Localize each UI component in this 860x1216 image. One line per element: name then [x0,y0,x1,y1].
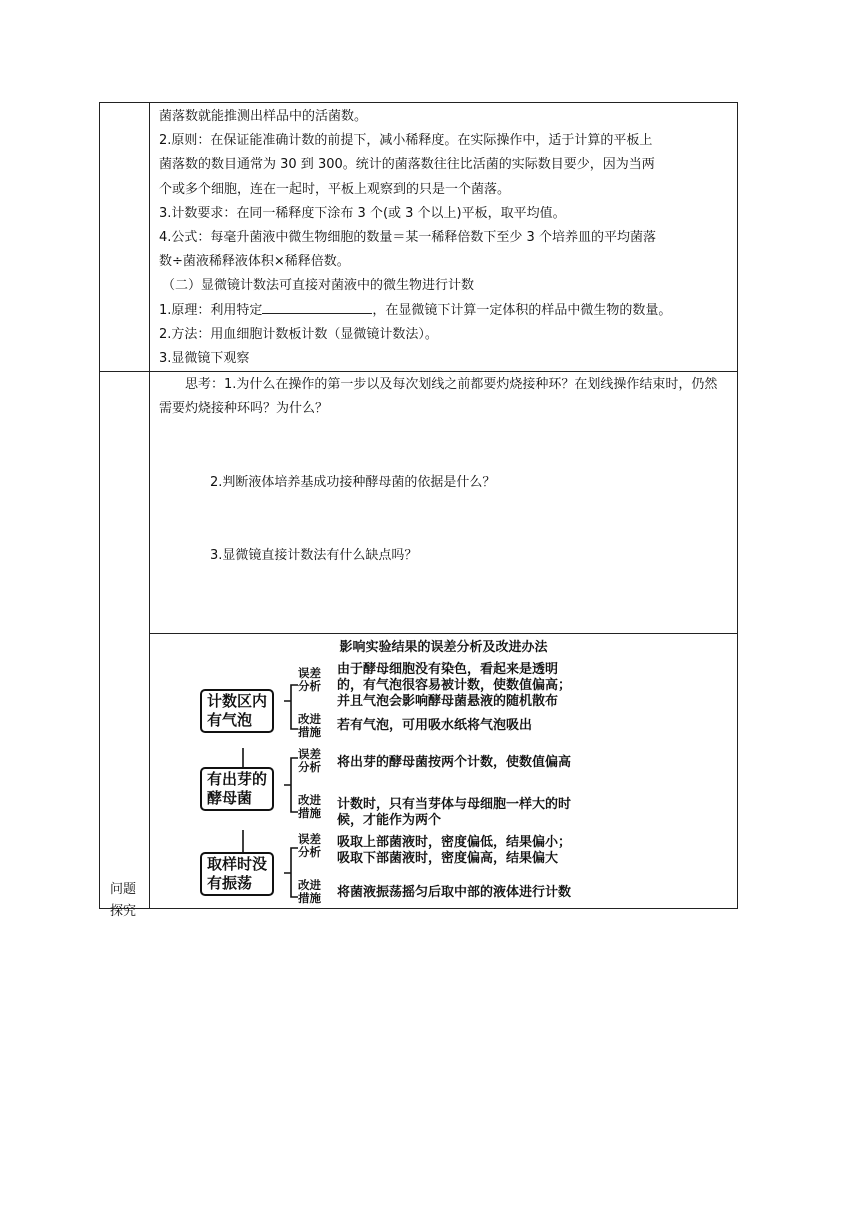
error-text [337,662,571,710]
fill-in-blank[interactable] [262,299,372,314]
cause-line: 有气泡 [207,711,253,730]
question-3: 3.显微镜直接计数法有什么缺点吗？ [210,548,418,564]
text-line: 将菌液振荡摇匀后取中部的液体进行计数 [337,885,572,901]
principle-line [159,299,729,323]
text-line: 将出芽的酵母菌按两个计数，使数值偏高 [337,755,572,771]
tag-line: 改进 [298,878,321,893]
row-label-line2: 探究 [110,904,137,920]
text-line: 候，才能作为两个 [337,813,442,829]
tag-line: 分析 [298,845,321,860]
lesson-table [99,102,738,920]
error-analysis-diagram [150,634,737,908]
error-text [337,835,571,867]
cause-line: 取样时没 [207,855,268,874]
bracket-3 [284,848,298,897]
text-line: 若有气泡，可用吸水纸将气泡吸出 [337,718,533,734]
thinking-questions-cell [150,372,738,634]
tag-line: 措施 [298,891,321,906]
text-line: 吸取上部菌液时，密度偏低，结果偏小； [337,835,572,851]
text-line: 由于酵母细胞没有染色，看起来是透明 [337,662,559,678]
question-1: 思考：1.为什么在操作的第一步以及每次划线之前都要灼烧接种环？在划线操作结束时，仍然需要灼烧接种环吗？为什么？ [159,377,718,417]
question-explore-label-cell [100,372,150,920]
fix-tag [298,713,321,739]
principle-suffix: ，在显微镜下计算一定体积的样品中微生物的数量。 [372,302,672,318]
text-line: 3.计数要求：在同一稀释度下涂布 3 个(或 3 个以上)平板，取平均值。 [159,205,566,221]
text-line: 菌落数就能推测出样品中的活菌数。 [159,109,368,124]
text-line: 菌落数的数目通常为 30 到 300。统计的菌落数往往比活菌的实际数目要少，因为当两 [159,157,655,173]
principle-prefix: 1.原理：利用特定 [159,302,263,318]
text-line: 2.原则：在保证能准确计数的前提下，减小稀释度。在实际操作中，适于计算的平板上 [159,133,653,149]
row-label-line1: 问题 [110,882,137,898]
error-tag [298,667,321,693]
cause-line: 计数区内 [207,692,268,711]
cause-line: 酵母菌 [207,789,253,808]
error-analysis-cell [150,634,738,909]
tag-line: 分析 [298,760,321,775]
text-line: 的，有气泡很容易被计数，使数值偏高； [337,678,572,694]
observe-line: 3.显微镜下观察 [159,351,250,367]
fix-text [337,797,571,829]
fix-tag [298,879,321,905]
cause-box-budding [200,767,274,811]
cause-line: 有振荡 [207,874,253,893]
tag-line: 分析 [298,679,321,694]
cause-box-bubbles [200,689,274,733]
subsection-heading: （二）显微镜计数法可直接对菌液中的微生物进行计数 [162,278,475,294]
text-line: 个或多个细胞，连在一起时，平板上观察到的只是一个菌落。 [159,181,511,197]
error-text [337,755,571,771]
text-line: 4.公式：每毫升菌液中微生物细胞的数量＝某一稀释倍数下至少 3 个培养皿的平均菌落 [159,230,656,246]
cause-box-no-shaking [200,852,274,896]
bracket-2 [284,758,298,812]
diagram-title: 影响实验结果的误差分析及改进办法 [339,640,548,656]
text-line: 计数时，只有当芽体与母细胞一样大的时 [337,797,572,813]
cause-line: 有出芽的 [207,770,268,789]
fix-text [337,885,571,901]
tag-line: 误差 [298,747,321,762]
method-line: 2.方法：用血细胞计数板计数（显微镜计数法）。 [159,326,438,342]
tag-line: 措施 [298,806,321,821]
fix-text [337,718,532,734]
counting-methods-cell [150,103,738,372]
tag-line: 误差 [298,832,321,847]
text-line: 数÷菌液稀释液体积×稀释倍数。 [159,254,350,270]
tag-line: 措施 [298,725,321,740]
question-2: 2.判断液体培养基成功接种酵母菌的依据是什么？ [210,475,496,491]
tag-line: 改进 [298,712,321,727]
empty-label-cell [100,103,150,372]
fix-tag [298,794,321,820]
text-line: 吸取下部菌液时，密度偏高，结果偏大 [337,851,559,867]
tag-line: 改进 [298,793,321,808]
bracket-1 [284,685,298,729]
error-tag [298,748,321,774]
error-tag [298,833,321,859]
text-line: 并且气泡会影响酵母菌悬液的随机散布 [337,694,559,710]
tag-line: 误差 [298,666,321,681]
